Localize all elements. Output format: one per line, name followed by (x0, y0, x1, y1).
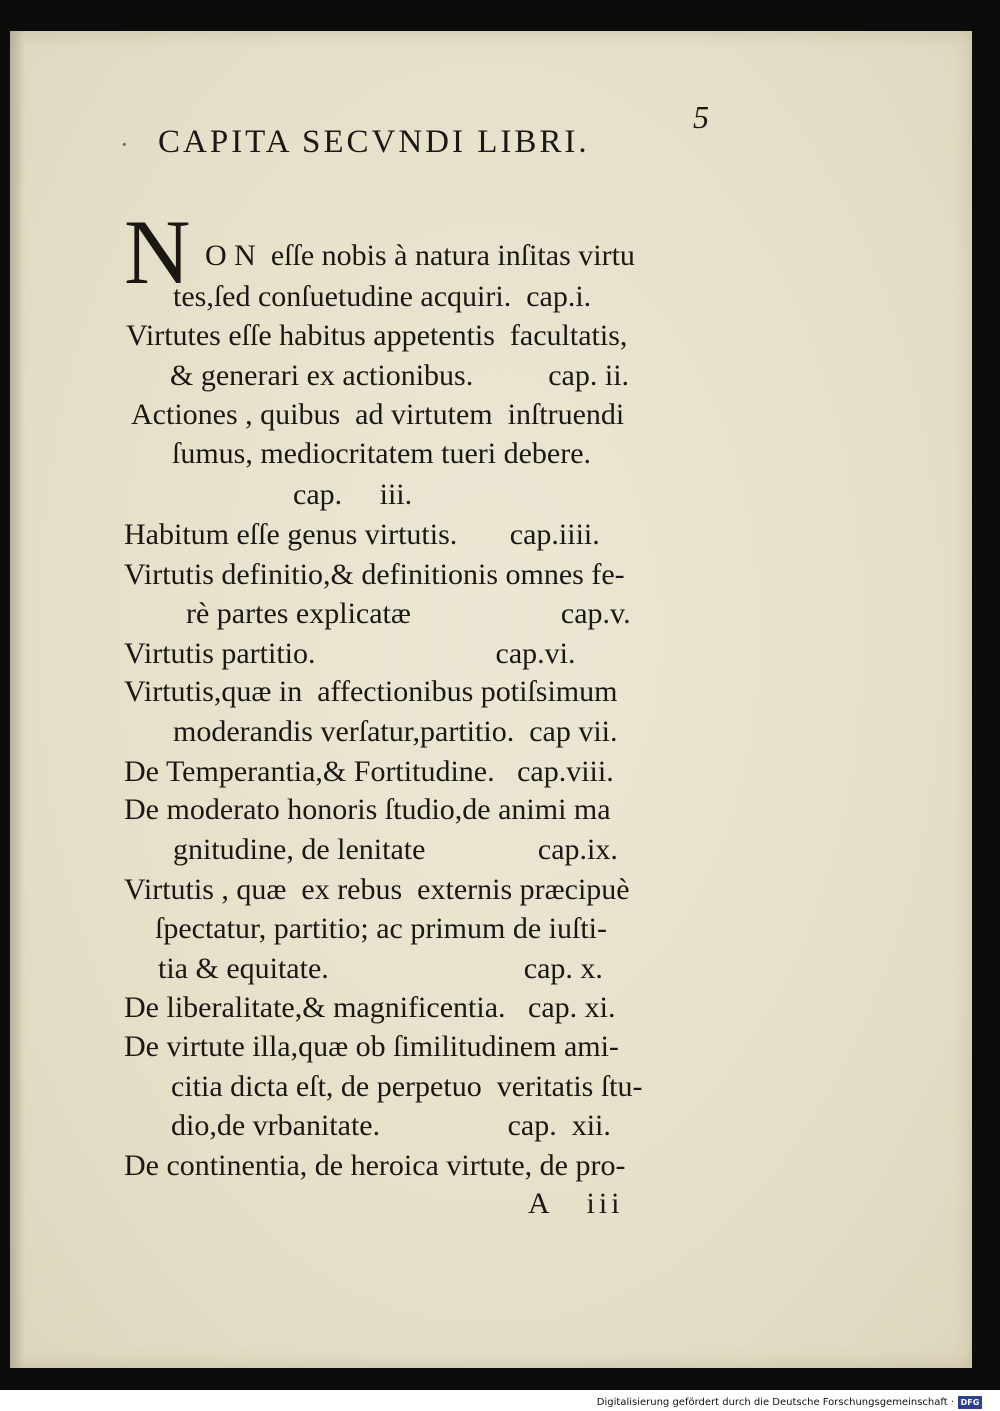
text-line: dio,de vrbanitate. cap. xii. (171, 1109, 611, 1142)
signature-mark: A iii (528, 1187, 624, 1220)
text-line: Virtutis,quæ in affectionibus potiſsimum (124, 675, 618, 708)
text-line: De liberalitate,& magnificentia. cap. xi. (124, 991, 616, 1024)
text-line: ſpectatur, partitio; ac primum de iuſti- (155, 912, 607, 945)
text-line: Virtutes eſſe habitus appetentis facultatis, (126, 319, 628, 352)
running-title: CAPITA SECVNDI LIBRI. (158, 124, 590, 160)
margin-dot: · (120, 130, 129, 159)
text-line: Virtutis , quæ ex rebus externis præcipuè (124, 873, 630, 906)
text-line: & generari ex actionibus. cap. ii. (170, 359, 630, 392)
dropcap-initial: N (124, 201, 189, 303)
page-gutter-shadow (10, 31, 24, 1368)
text-line: O N eſſe nobis à natura inſitas virtu (205, 239, 635, 272)
text-line: Habitum eſſe genus virtutis. cap.iiii. (124, 518, 600, 551)
text-line: De Temperantia,& Fortitudine. cap.viii. (124, 755, 614, 788)
page-number: 5 (693, 99, 709, 135)
text-line: tes,ſed conſuetudine acquiri. cap.i. (173, 280, 592, 313)
text-line: De continentia, de heroica virtute, de pro- (124, 1149, 626, 1182)
text-line: ſumus, mediocritatem tueri debere. (172, 437, 592, 470)
text-line: rè partes explicatæ cap.v. (186, 597, 631, 630)
text-line: Virtutis definitio,& definitionis omnes fe- (124, 558, 625, 591)
text-line: Actiones , quibus ad virtutem inſtruendi (131, 398, 625, 431)
text-line: citia dicta eſt, de perpetuo veritatis ſtu- (171, 1070, 643, 1103)
text-line: De virtute illa,quæ ob ſimilitudinem ami- (124, 1030, 619, 1063)
digitization-credit: Digitalisierung gefördert durch die Deutsche Forschungsgemeinschaft · (596, 1397, 954, 1408)
dfg-logo: DFG (958, 1396, 982, 1409)
text-line: moderandis verſatur,partitio. cap vii. (173, 715, 618, 748)
text-line: gnitudine, de lenitate cap.ix. (173, 833, 618, 866)
text-line: De moderato honoris ſtudio,de animi ma (124, 793, 611, 826)
text-line: cap. iii. (293, 478, 413, 511)
text-line: Virtutis partitio. cap.vi. (124, 637, 576, 670)
text-line: tia & equitate. cap. x. (158, 952, 603, 985)
